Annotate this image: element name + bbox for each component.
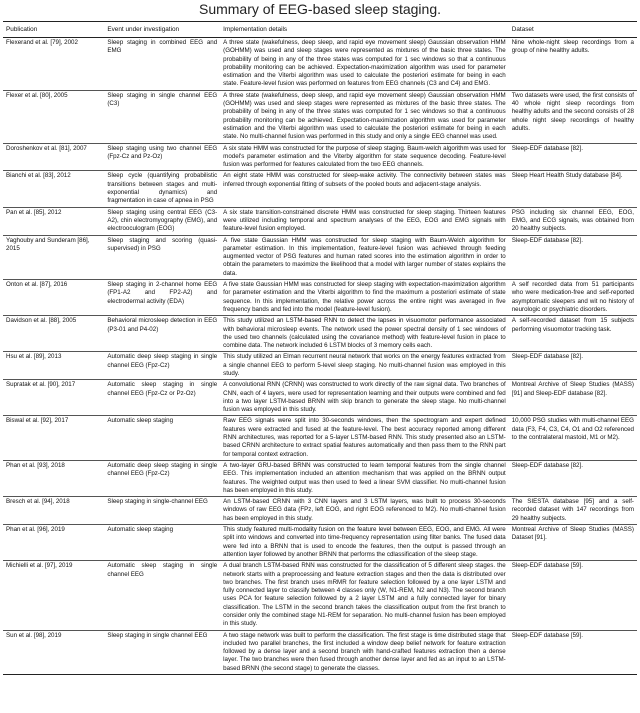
event-cell: Sleep staging and scoring (quasi-supervised) in PSG (107, 236, 218, 252)
implementation-cell: A three state (wakefulness, deep sleep, and rapid eye movement sleep) Gaussian observation HMM (GOHMM) was used and sleep stages were represented as mixtures of the basic three states. The probability of being in any of the three states was computed for 1 sec windows so that a continuous probability monitoring can be achieved. Expectation-maximization algorithm was used for parameter estimation and the Viterbi algorithm was used to calculate the posteriori estimate for being in each state. Feature-level fusion was performed on features from EEG channels (C3 and C4) and EMG. (223, 39, 506, 88)
table-row (3, 416, 637, 460)
implementation-cell: A dual branch LSTM-based RNN was constructed for the classification of 5 different sleep stages. the network starts with a preprocessing and feature extraction stages and then the data is distributed over two branches. The first branch uses mRMR for feature selection followed by a one layer LSTM and fully connected layer to classify between 4 classes only (W, N1-REM, N2 and N3). The second branch uses PCA for feature selection followed by a 2 layer LSTM and a fully connected layer for binary classification. The LSTM in the second branch takes the classification output from the first branch to consider only the combined stage N1-REM for separation. No multi-channel fusion has been employed in this study. (223, 562, 506, 628)
dataset-cell: Montreal Archive of Sleep Studies (MASS) Dataset [91]. (511, 526, 634, 542)
event-cell: Automatic deep sleep staging in single channel EEG (Fpz-Cz) (107, 461, 218, 478)
event-cell: Sleep staging in 2-channel home EEG (FP1-A2 and FP2-A2) and electrodermal activity (EDA) (107, 281, 218, 305)
event-cell: Automatic sleep staging (107, 417, 174, 425)
dataset-cell: A self recorded data from 51 participants who were medication-free and self-reported asymptomatic sleepers and wit no history of neurologic or psychiatric disorders. (511, 281, 634, 313)
implementation-cell: An eight state HMM was constructed for sleep-wake activity. The connectivity between states was inferred through exponential fitting of subsets of the pooled bouts and adjacent-stage analysis. (223, 172, 506, 188)
dataset-cell: Montreal Archive of Sleep Studies (MASS) [91] and Sleep-EDF database [82]. (511, 381, 634, 397)
publication-cell: Onton et al. [87], 2016 (6, 281, 68, 289)
publication-cell: Bresch et al. [94], 2018 (6, 498, 70, 506)
implementation-cell: A five state Gaussian HMM was constructed for sleep staging with Baum-Welch algorithm for parameter estimation. In this implementation, feature-level fusion was achieved through feeding augmented vector of PSG features and human rated scores into the estimation algorithm in order to obtain the parameters to maximize the likelihood that a model with larger number of states explains the data. (223, 236, 506, 277)
event-cell: Sleep staging in single channel EEG (C3) (107, 91, 218, 108)
event-cell: Automatic sleep staging in single channel EEG (Fpz-Cz or Pz-Oz) (107, 381, 218, 397)
publication-cell: Davidson et al. [88], 2005 (6, 317, 77, 325)
event-cell: Automatic sleep staging in single channel EEG (107, 562, 218, 578)
implementation-cell: A five state Gaussian HMM was constructed for sleep staging with expectation-maximization algorithm for parameter estimation and the Viterbi algorithm to find the maximum a posteriori estimate of state sequence. In this implementation, the relative power across the entire night was averaged in five frequency bands and fed into the model (feature-level fusion). (223, 281, 506, 313)
table-row (3, 207, 637, 235)
event-cell: Sleep staging in combined EEG and EMG (107, 39, 218, 55)
event-cell: Automatic sleep staging (107, 526, 174, 534)
header-implementation: Implementation details (223, 26, 288, 33)
table-row (3, 460, 637, 496)
dataset-cell: Sleep-EDF database [59]. (511, 562, 583, 570)
dataset-cell: Two datasets were used, the first consists of 40 whole night sleep recordings from healthy adults and the second consists of 28 whole night sleep recordings of healthy adults. (511, 91, 634, 132)
implementation-cell: A two stage network was built to perform the classification. The first stage is time distributed stage that included two parallel branches, the first included a window deep belief network for feature extraction followed by a dense layer and a second branch with hand-crafted features extraction then a dense layer. The two branches were then fused through another dense layer and fed as an input to an LSTM-based BRNN (the second stage) to generate the classes. (223, 631, 506, 672)
header-event: Event under investigation (107, 26, 180, 33)
implementation-cell: A convolutional RNN (CRNN) was constructed to work directly of the raw signal data. Two branches of CNN, each of 4 layers, were used for representation learning and their outputs were combined and fed into a two layer LSTM-based BRNN with skip branch to generate the sleep stage. No multi-channel fusion was employed in this study. (223, 381, 506, 414)
event-cell: Sleep staging in single-channel EEG (107, 498, 208, 506)
publication-cell: Yaghouby and Sunderam [86], 2015 (6, 236, 90, 252)
implementation-cell: This study featured multi-modality fusion on the feature level between EEG, EOG, and EMG. All were split into windows and converted into time-frequency representation using filter banks. The fused data were fed into a BRNN that is used to encode the features, then the output is passed through an attention layer followed by another BRNN that performs the cdlassification of the sleep stage. (223, 526, 506, 558)
event-cell: Behavioral microsleep detection in EEG (P3-01 and P4-02) (107, 317, 218, 333)
implementation-cell: Raw EEG signals were split into 30-seconds windows, then the spectrogram and expert defined features were extracted and fused at the feature-level. The best accuracy reported among different RNN architectures, was reported for a 5-layer LSTM-based RNN. This study presented also an LSTM-based CRNN architecture to extract spatial features automatically and then pass them to the RNN part for temporal context extraction. (223, 417, 506, 458)
implementation-cell: A six state transition-constrained discrete HMM was constructed for sleep staging. Thirteen features were utilized including temporal and spectrum analyses of the EEG, EOG and EMG signals with feature-level fusion employed. (223, 208, 506, 233)
dataset-cell: The SIESTA database [95] and a self-recorded dataset with 147 recordings from 29 healthy subjects. (511, 498, 634, 522)
dataset-cell: 10,000 PSG studies with multi-channel EEG data (F3, F4, C3, C4, O1 and O2 referenced to the contralateral mastoid, M1 or M2). (511, 417, 634, 442)
table-row (3, 280, 637, 316)
event-cell: Sleep staging using central EEG (C3-A2), chin electromyography (EMG), and electrooculogram (EOG) (107, 208, 218, 233)
dataset-cell: Sleep-EDF database [82]. (511, 144, 583, 152)
table-row (3, 38, 637, 91)
event-cell: Sleep staging using two channel EEG (Fpz-Cz and Pz-Oz) (107, 144, 218, 160)
table-row (3, 561, 637, 630)
implementation-cell: A three state (wakefulness, deep sleep, and rapid eye movement sleep) Gaussian observation HMM (GOHMM) was used and sleep stages were represented as mixtures of the basic three states. The probability of being in any of the three states was computed for 1 sec windows so that a continuous probability monitoring can be achieved. Expectation-maximization algorithm was used for parameter estimation and the Viterbi algorithm was used to calculate the posteriori estimate for being in each state. No multi-channel fusion was performed in this study and only a single EEG channel was used. (223, 91, 506, 141)
implementation-cell: This study utilized an LSTM-based RNN to detect the lapses in visuomotor performance associated with behavioral microsleep events. The network used the power spectral density of 1 sec windows of the used two channels (calculated using the covariance method) with feature-level fusion in place to combine data. The network included 6 LSTM blocks of 3 memory cells each. (223, 317, 506, 350)
table-caption: Summary of EEG-based sleep staging. (198, 1, 441, 17)
dataset-cell: Sleep Heart Health Study database [84]. (511, 172, 623, 180)
table-row (3, 235, 637, 279)
implementation-cell: An LSTM-based CRNN with 3 CNN layers and 3 LSTM layers, was built to process 30-seconds windows of raw EEG data (FPz, left EOG, and right EOG referenced to M2). No multi-channel fusion has been employed in this study. (223, 498, 506, 522)
dataset-cell: Sleep-EDF database [59]. (511, 631, 583, 639)
publication-cell: Phan et al. [93], 2018 (6, 461, 65, 469)
publication-cell: Bianchi et al. [83], 2012 (6, 172, 71, 180)
publication-cell: Flexerand et al. [79], 2002 (6, 39, 78, 46)
dataset-cell: Sleep-EDF database [82]. (511, 461, 583, 469)
table-row (3, 380, 637, 416)
dataset-cell: A self-recorded dataset from 15 subjects performing visuomotor tracking task. (511, 317, 634, 333)
table-row (3, 497, 637, 525)
table-row (3, 352, 637, 380)
publication-cell: Flexer et al. [80], 2005 (6, 91, 68, 99)
dataset-cell: Sleep-EDF database [82]. (511, 236, 583, 244)
table-row (3, 171, 637, 207)
implementation-cell: A two-layer GRU-based BRNN was constructed to learn temporal features from the single channel EEG. This implementation included an attention mechanism that was applied on the BRNN output features. The weighted output was then used to feed a linear SVM classifier. No multi-channel fusion has been employed in this study. (223, 461, 506, 494)
table-header-row (3, 22, 637, 38)
implementation-cell: This study utilized an Elman recurrent neural network that works on the energy features extracted from a single channel EEG to perform 5-level sleep staging. No multi-channel fusion was employed in this study. (223, 353, 506, 377)
publication-cell: Michielli et al. [97], 2019 (6, 562, 73, 570)
header-dataset: Dataset (511, 26, 534, 33)
header-publication: Publication (6, 26, 38, 33)
dataset-cell: Sleep-EDF database [82]. (511, 353, 583, 361)
table-row (3, 630, 637, 674)
publication-cell: Phan et al. [96], 2019 (6, 526, 65, 534)
event-cell: Sleep cycle (quantifying probabilistic transitions between stages and multi-exponential dynamics) and fragmentation in case of apnea in PSG (107, 172, 218, 205)
publication-cell: Pan et al. [85], 2012 (6, 208, 62, 216)
event-cell: Sleep staging in single channel EEG (107, 631, 208, 639)
event-cell: Automatic deep sleep staging in single channel EEG (Fpz-Cz) (107, 353, 218, 369)
publication-cell: Supratak et al. [90], 2017 (6, 381, 76, 389)
table-row (3, 143, 637, 171)
publication-cell: Doroshenkov et al. [81], 2007 (6, 144, 87, 152)
dataset-cell: Nine whole-night sleep recordings from a group of nine healthy adults. (511, 39, 634, 55)
eeg-sleep-staging-table (3, 21, 637, 675)
dataset-cell: PSG including six channel EEG, EOG, EMG, and ECG signals, was obtained from 20 healthy subjects. (511, 208, 634, 233)
publication-cell: Biswal et al. [92], 2017 (6, 417, 69, 425)
publication-cell: Sun et al. [98], 2019 (6, 631, 62, 639)
table-row (3, 316, 637, 352)
table-row (3, 90, 637, 143)
implementation-cell: A six state HMM was constructed for the purpose of sleep staging. Baum-welch algorithm was used for model's parameter estimation and the Viterby algorithm for state sequence decoding. Feature-level fusion was performed for features calculated from the two EEG channels. (223, 144, 506, 169)
table-row (3, 525, 637, 561)
publication-cell: Hsu et al. [89], 2013 (6, 353, 62, 361)
